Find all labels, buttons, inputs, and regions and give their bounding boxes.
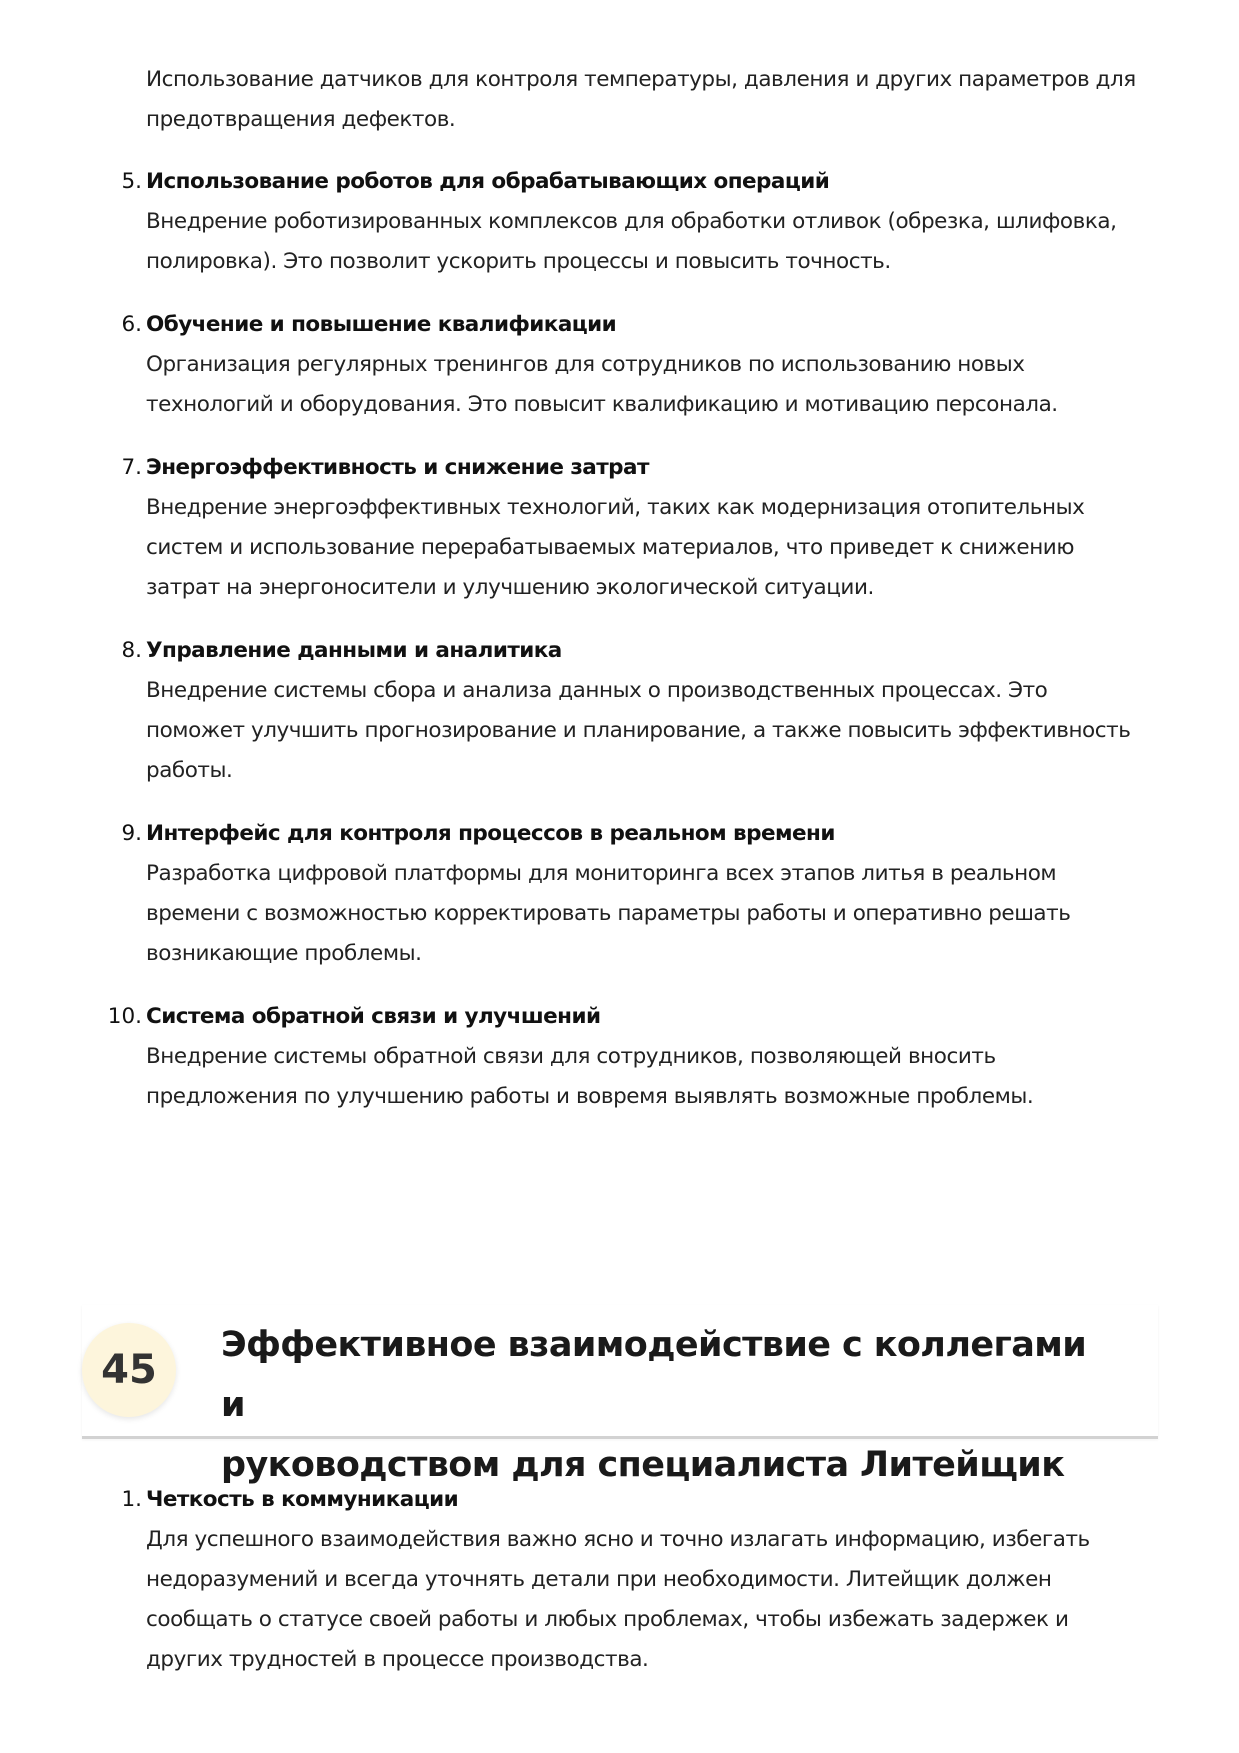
interaction-list xyxy=(0,1480,1239,1703)
list-item xyxy=(0,162,1239,282)
list-item xyxy=(0,997,1239,1117)
list-item-title: Система обратной связи и улучшений xyxy=(146,1004,601,1029)
list-item-title: Использование роботов для обрабатывающих операций xyxy=(146,169,830,194)
list-item-body: Внедрение энергоэффективных технологий, таких как модернизация отопительных систем и использование перерабатываемых материалов, что приведет к снижению затрат на энергоносители и улучшению экологической ситуации. xyxy=(146,495,1085,600)
list-item-number: 7. xyxy=(121,455,142,480)
list-item-body: Организация регулярных тренингов для сотрудников по использованию новых технологий и оборудования. Это повысит квалификацию и мотивацию персонала. xyxy=(146,352,1058,417)
list-item-body: Внедрение роботизированных комплексов для обработки отливок (обрезка, шлифовка, полировка). Это позволит ускорить процессы и повысить точность. xyxy=(146,209,1117,274)
list-item xyxy=(0,814,1239,974)
improvement-list xyxy=(0,162,1239,1140)
list-item xyxy=(0,305,1239,425)
section-number-badge: 45 xyxy=(82,1323,176,1417)
intro-paragraph: Использование датчиков для контроля температуры, давления и других параметров для предотвращения дефектов. xyxy=(146,67,1136,132)
list-item-title: Обучение и повышение квалификации xyxy=(146,312,617,337)
list-item-title: Четкость в коммуникации xyxy=(146,1487,459,1512)
list-item-title: Энергоэффективность и снижение затрат xyxy=(146,455,649,480)
section-header xyxy=(82,1305,1158,1485)
list-item-number: 5. xyxy=(121,169,142,194)
list-item-number: 8. xyxy=(121,638,142,663)
section-title-line-1: Эффективное взаимодействие с коллегами и xyxy=(221,1325,1087,1425)
list-item-body: Для успешного взаимодействия важно ясно и точно излагать информацию, избегать недоразумений и всегда уточнять детали при необходимости. Литейщик должен сообщать о статусе своей работы и любых проблемах, чтобы избежать задержек и других трудностей в процессе производства. xyxy=(146,1527,1090,1672)
list-item-number: 1. xyxy=(121,1487,142,1512)
section-title-line-2: руководством для специалиста Литейщик xyxy=(221,1445,1065,1485)
list-item xyxy=(0,631,1239,791)
list-item xyxy=(0,448,1239,608)
list-item-body: Внедрение системы сбора и анализа данных о производственных процессах. Это поможет улучшить прогнозирование и планирование, а также повысить эффективность работы. xyxy=(146,678,1131,783)
list-item-body: Внедрение системы обратной связи для сотрудников, позволяющей вносить предложения по улучшению работы и вовремя выявлять возможные проблемы. xyxy=(146,1044,1034,1109)
list-item-body: Разработка цифровой платформы для мониторинга всех этапов литья в реальном времени с возможностью корректировать параметры работы и оперативно решать возникающие проблемы. xyxy=(146,861,1071,966)
list-item xyxy=(0,1480,1239,1680)
list-item-title: Управление данными и аналитика xyxy=(146,638,562,663)
list-item-number: 9. xyxy=(121,821,142,846)
list-item-number: 6. xyxy=(121,312,142,337)
section-title xyxy=(221,1315,1121,1495)
list-item-number: 10. xyxy=(107,1004,142,1029)
list-item-title: Интерфейс для контроля процессов в реальном времени xyxy=(146,821,835,846)
